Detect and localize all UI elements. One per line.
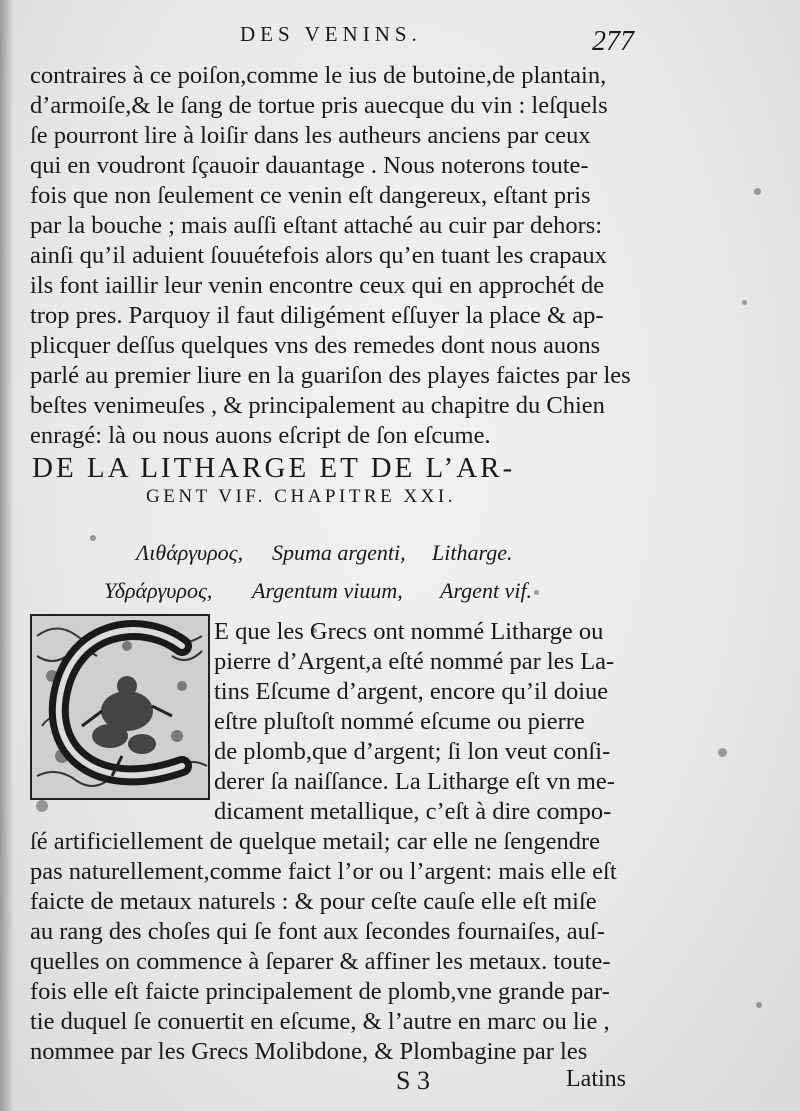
text-line: beſtes venimeuſes , & principalement au chapitre du Chien [30, 392, 605, 419]
synonym-latin: Spuma argenti, [272, 540, 406, 565]
text-line: ainſi qu’il aduient ſouuétefois alors qu’en tuant les crapaux [30, 242, 607, 269]
text-line: pas naturellement,comme faict l’or ou l’argent: mais elle eſt [30, 858, 617, 885]
paper-speck [90, 535, 96, 541]
decorated-initial-illustration [32, 616, 208, 798]
text-line: fois que non ſeulement ce venin eſt dangereux, eſtant pris [30, 182, 591, 209]
text-line: dicament metallique, c’eſt à dire compo- [214, 798, 612, 825]
synonym-french: Argent vif. [440, 578, 533, 603]
catchword: Latins [566, 1066, 626, 1092]
text-line: eſtre pluſtoſt nommé eſcume ou pierre [214, 708, 585, 735]
text-line: E que les Grecs ont nommé Litharge ou [214, 618, 604, 645]
text-line: ſé artificiellement de quelque metail; car elle ne ſengendre [30, 828, 601, 855]
text-line: derer ſa naiſſance. La Litharge eſt vn me- [214, 768, 615, 795]
text-line: ils font iaillir leur venin encontre ceux qui en approchét de [30, 272, 605, 299]
synonym-latin: Argentum viuum, [252, 578, 403, 603]
page-number: 277 [592, 26, 634, 57]
paper-speck [718, 748, 727, 757]
text-line: de plomb,que d’argent; ſi lon veut conſi- [214, 738, 611, 765]
gutter-shadow [0, 0, 14, 1111]
signature-mark: S 3 [396, 1066, 430, 1095]
text-line: nommee par les Grecs Molibdone, & Plombagine par les [30, 1038, 588, 1065]
paper-speck [36, 800, 48, 812]
paper-speck [754, 188, 761, 195]
text-line: qui en voudront ſçauoir dauantage . Nous noterons toute- [30, 152, 589, 179]
decorated-initial [30, 614, 210, 800]
synonym-french: Litharge. [432, 540, 513, 565]
text-line: au rang des choſes qui ſe font aux ſecondes fournaiſes, auſ- [30, 918, 605, 945]
paper-speck [742, 300, 747, 305]
text-line: tins Eſcume d’argent, encore qu’il doiue [214, 678, 609, 705]
text-line: faicte de metaux naturels : & pour ceſte cauſe elle eſt miſe [30, 888, 597, 915]
text-line: ſe pourront lire à loiſir dans les autheurs anciens par ceux [30, 122, 591, 149]
text-line: plicquer deſſus quelques vns des remedes dont nous auons [30, 332, 601, 359]
text-line: par la bouche ; mais auſſi eſtant attaché au cuir par dehors: [30, 212, 603, 239]
text-line: enragé: là ou nous auons eſcript de ſon eſcume. [30, 422, 491, 449]
text-line: d’armoiſe,& le ſang de tortue pris auecque du vin : leſquels [30, 92, 608, 119]
chapter-subtitle: GENT VIF. CHAPITRE XXI. [146, 486, 456, 507]
text-line: quelles on commence à ſeparer & affiner les metaux. toute- [30, 948, 611, 975]
text-line: contraires à ce poiſon,comme le ius de butoine,de plantain, [30, 62, 607, 89]
paper-speck [534, 590, 539, 595]
text-line: tie duquel ſe conuertit en eſcume, & l’autre en marc ou lie , [30, 1008, 610, 1035]
synonym-greek: Λιθάργυρος, [136, 540, 244, 565]
synonym-greek: Υδράργυρος, [104, 578, 213, 603]
paper-speck [756, 1002, 762, 1008]
text-line: fois elle eſt faicte principalement de plomb,vne grande par- [30, 978, 610, 1005]
text-line: pierre d’Argent,a eſté nommé par les La- [214, 648, 615, 675]
running-head: DES VENINS. [240, 22, 422, 46]
text-line: trop pres. Parquoy il faut diligément eſſuyer la place & ap- [30, 302, 604, 329]
chapter-title: DE LA LITHARGE ET DE L’AR- [32, 452, 516, 484]
text-line: parlé au premier liure en la guariſon des playes faictes par les [30, 362, 631, 389]
